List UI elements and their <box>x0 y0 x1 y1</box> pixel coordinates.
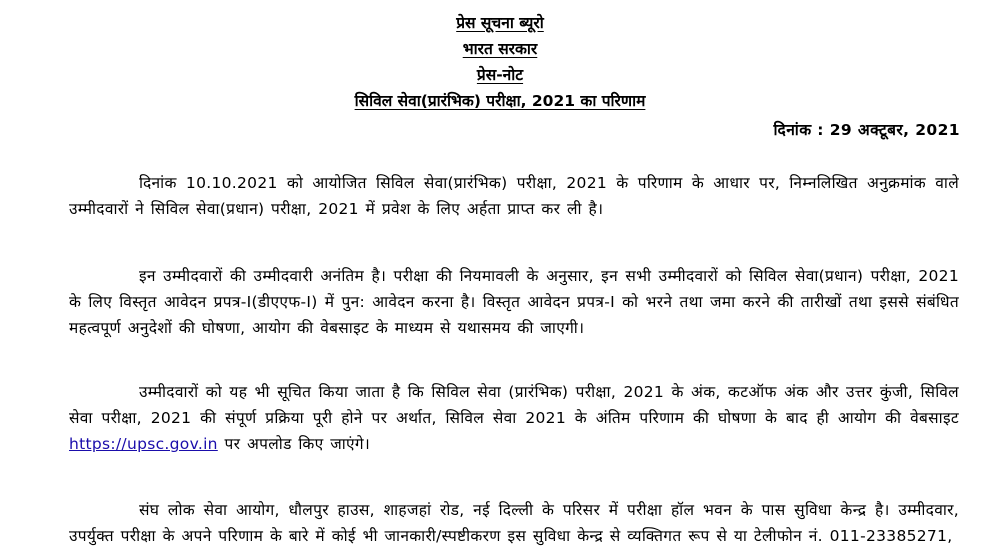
paragraph-facilitation-centre: संघ लोक सेवा आयोग, धौलपुर हाउस, शाहजहां रोड, नई दिल्ली के परिसर में परीक्षा हॉल भवन के पास सुविधा केन्द्र है। उम्मीदवार, उपर्युक्त परीक्षा के अपने परिणाम के बारे में कोई भी जानकारी/स्पष्टीकरण इस सुविधा केन्द्र से व्यक्तिगत रूप से या टेलीफोन नं. 011-23385271, <box>69 500 959 545</box>
document-header <box>0 0 1000 114</box>
upsc-website-link[interactable]: https://upsc.gov.in <box>69 434 218 453</box>
paragraph-marks-text: उम्मीदवारों को यह भी सूचित किया जाता है कि सिविल सेवा (प्रारंभिक) परीक्षा, 2021 के अंक, कटऑफ अंक और उत्तर कुंजी, सिविल सेवा परीक्षा, 2021 की संपूर्ण प्रक्रिया पूरी होने पर अर्थात, सिविल सेवा 2021 के अंतिम परिणाम की घोषणा के बाद ही आयोग की वेबसाइट <box>69 382 959 427</box>
document-title: सिविल सेवा(प्रारंभिक) परीक्षा, 2021 का परिणाम <box>354 92 646 110</box>
paragraph-candidature: इन उम्मीदवारों की उम्मीदवारी अनंतिम है। परीक्षा की नियमावली के अनुसार, इन सभी उम्मीदवारों को सिविल सेवा(प्रधान) परीक्षा, 2021 के लिए विस्तृत आवेदन प्रपत्र-I(डीएएफ-I) में पुन: आवेदन करना है। विस्तृत आवेदन प्रपत्र-I को भरने तथा जमा करने की तारीखों तथा इससे संबंधित महत्वपूर्ण अनुदेशों की घोषणा, आयोग की वेबसाइट के माध्यम से यथासमय की जाएगी। <box>69 266 959 337</box>
paragraph-result-basis: दिनांक 10.10.2021 को आयोजित सिविल सेवा(प्रारंभिक) परीक्षा, 2021 के परिणाम के आधार पर, निम्नलिखित अनुक्रमांक वाले उम्मीदवारों ने सिविल सेवा(प्रधान) परीक्षा, 2021 में प्रवेश के लिए अर्हता प्राप्त कर ली है। <box>69 173 959 218</box>
header-government: भारत सरकार <box>462 40 538 58</box>
document-date: दिनांक : 29 अक्टूबर, 2021 <box>773 121 960 139</box>
paragraph-marks-text-end: पर अपलोड किए जाएंगे। <box>217 434 371 453</box>
paragraph-marks-cutoff <box>69 379 959 458</box>
header-press-note: प्रेस-नोट <box>476 66 524 84</box>
header-press-bureau: प्रेस सूचना ब्यूरो <box>456 14 544 32</box>
